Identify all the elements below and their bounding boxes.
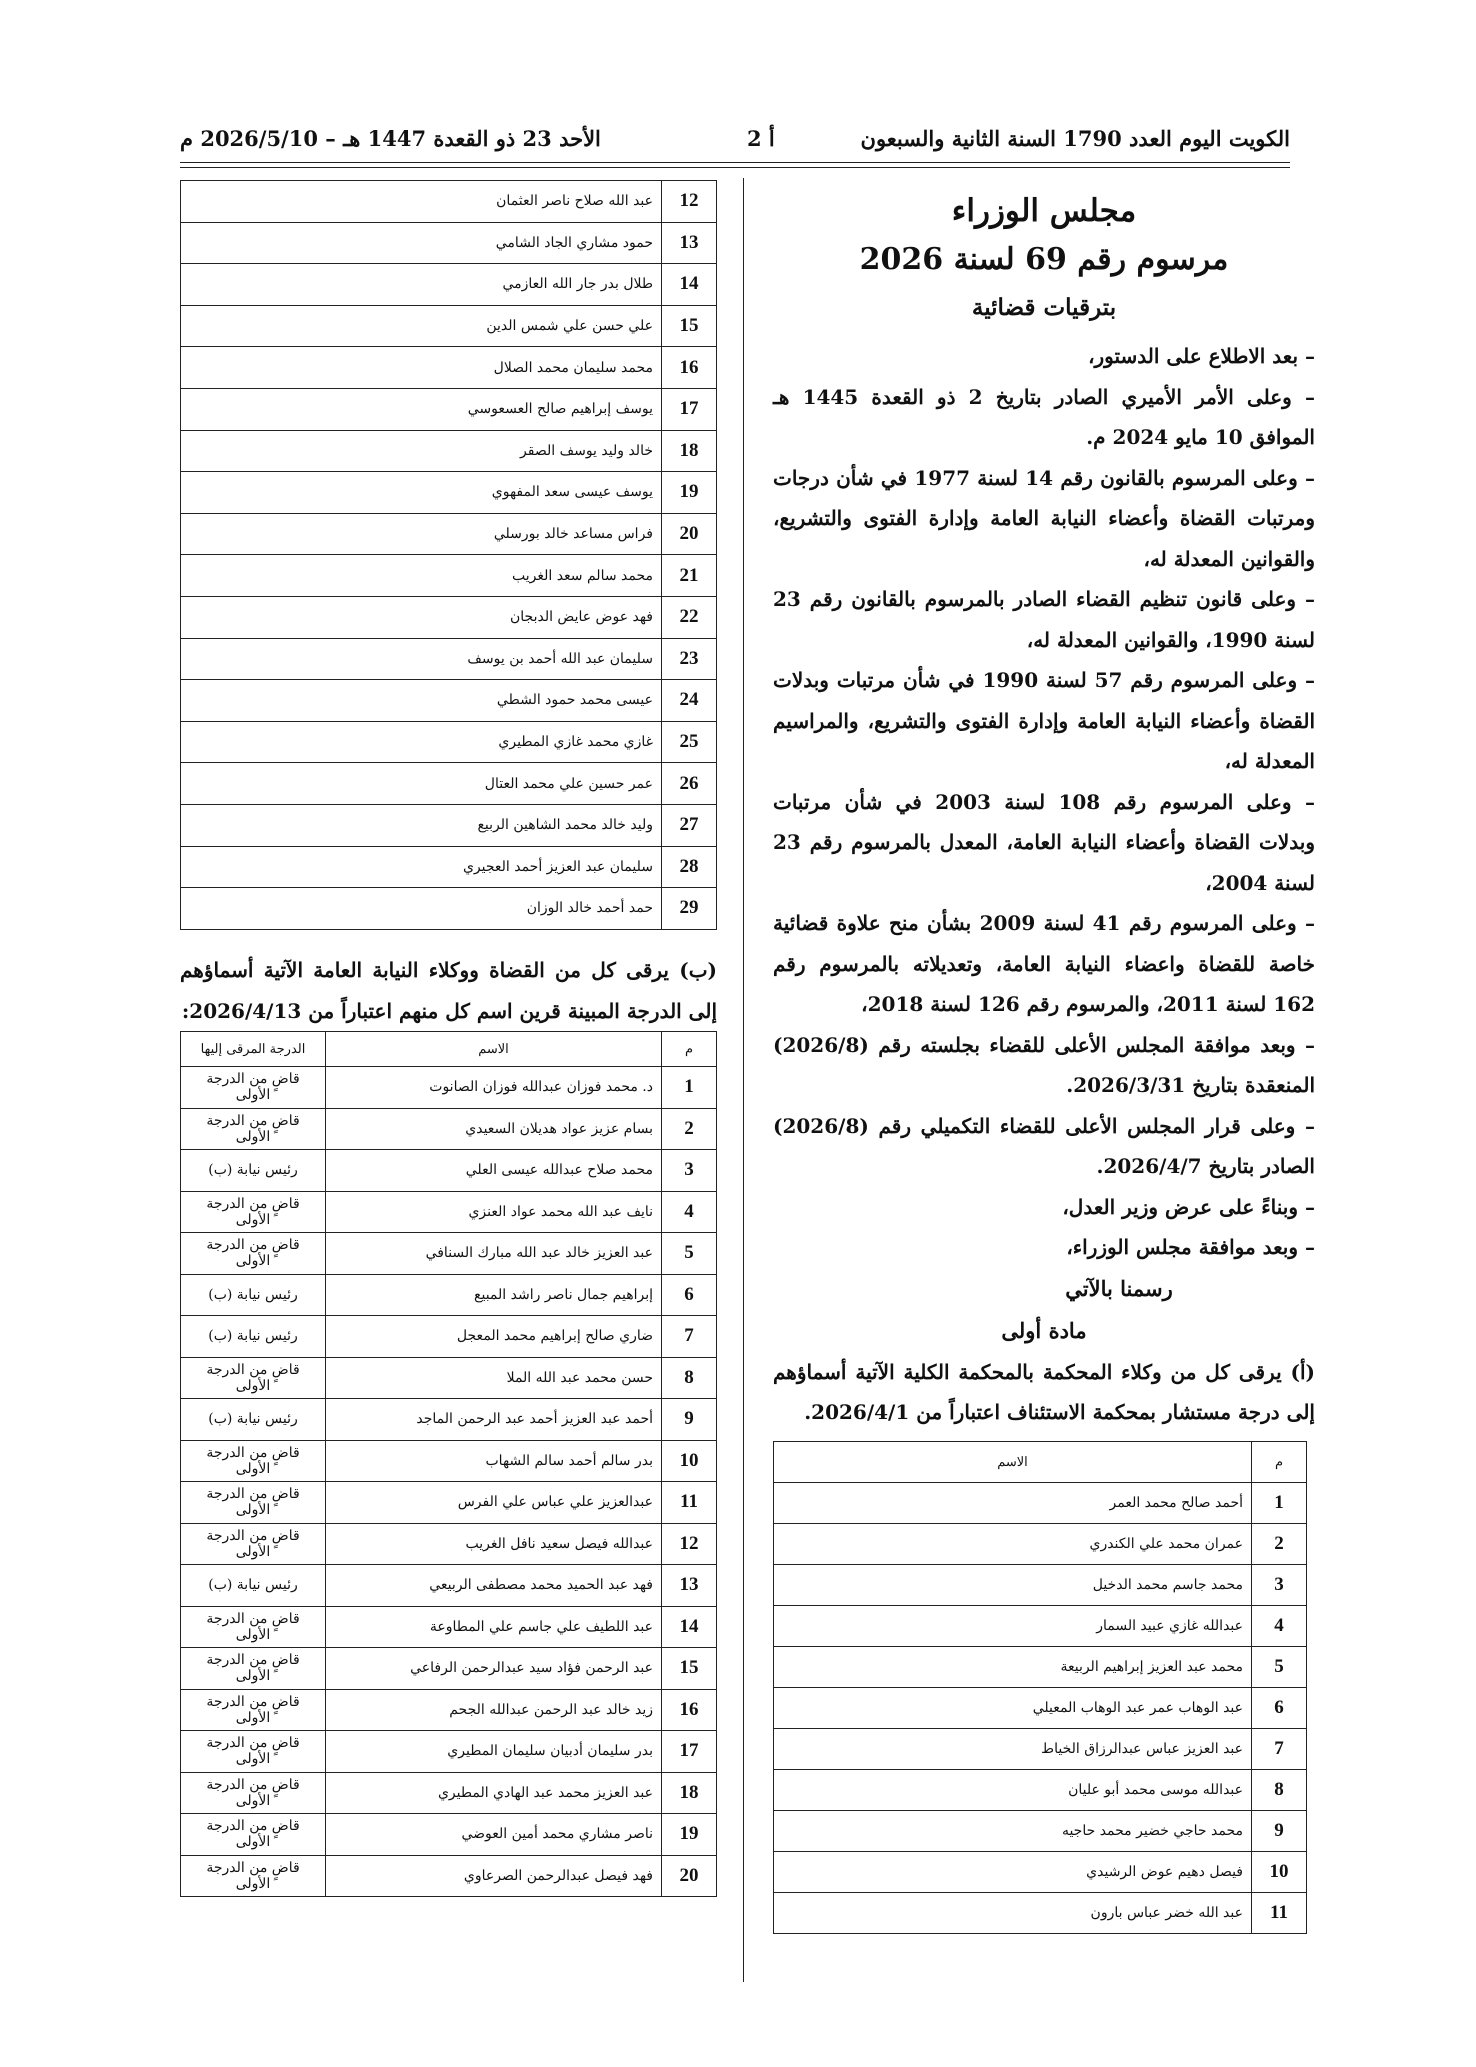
table-row [181,1233,717,1275]
person-name: عبدالله غازي عبيد السمار [774,1606,1252,1647]
person-name: حسن محمد عبد الله الملا [326,1357,662,1399]
person-name: حمود مشاري الجاد الشامي [181,222,662,264]
table-row [181,1274,717,1316]
table-row [181,222,717,264]
person-name: يوسف إبراهيم صالح العسعوسي [181,388,662,430]
promoted-grade: قاضٍ من الدرجة الأولى [181,1357,326,1399]
table-row [181,721,717,763]
row-number: 15 [662,305,717,347]
table-row [181,1731,717,1773]
person-name: سليمان عبد العزيز أحمد العجيري [181,846,662,888]
table-row [774,1729,1307,1770]
promoted-grade: رئيس نيابة (ب) [181,1316,326,1358]
person-name: غازي محمد غازي المطيري [181,721,662,763]
row-number: 10 [662,1440,717,1482]
section-a-text: (أ) يرقى كل من وكلاء المحكمة بالمحكمة الكلية الآتية أسماؤهم إلى درجة مستشار بمحكمة الاستئناف اعتباراً من 2026/4/1. [773,1359,1315,1424]
decree-authority: مجلس الوزراء [951,193,1137,229]
header-page-number: أ 2 [747,126,775,151]
column-header-grade: الدرجة المرقى إليها [181,1032,326,1067]
table-row [181,1648,717,1690]
promoted-grade: قاضٍ من الدرجة الأولى [181,1689,326,1731]
table-row [181,1399,717,1441]
promoted-grade: قاضٍ من الدرجة الأولى [181,1108,326,1150]
table-row [181,181,717,223]
decree-number: مرسوم رقم 69 لسنة 2026 [859,242,1229,277]
table-row [181,264,717,306]
person-name: فيصل دهيم عوض الرشيدي [774,1852,1252,1893]
table-row [181,1067,717,1109]
table-row [181,888,717,930]
row-number: 6 [662,1274,717,1316]
promoted-grade: قاضٍ من الدرجة الأولى [181,1814,326,1856]
promoted-grade: رئيس نيابة (ب) [181,1399,326,1441]
table-row [181,430,717,472]
row-number: 28 [662,846,717,888]
table-row [181,1772,717,1814]
row-number: 1 [1252,1483,1307,1524]
person-name: عبد الله خضر عباس بارون [774,1893,1252,1934]
table-row [774,1606,1307,1647]
row-number: 14 [662,264,717,306]
person-name: وليد خالد محمد الشاهين الربيع [181,804,662,846]
person-name: محمد حاجي خضير محمد حاجيه [774,1811,1252,1852]
row-number: 1 [662,1067,717,1109]
promoted-grade: قاضٍ من الدرجة الأولى [181,1067,326,1109]
preamble-item: – وعلى المرسوم بالقانون رقم 14 لسنة 1977 في شأن درجات ومرتبات القضاة وأعضاء النيابة العامة وإدارة الفتوى والتشريع، والقوانين المعدلة له، [773,465,1316,571]
row-number: 8 [1252,1770,1307,1811]
person-name: عبدالله فيصل سعيد نافل الغريب [326,1523,662,1565]
preamble-item: – وعلى المرسوم رقم 108 لسنة 2003 في شأن مرتبات وبدلات القضاة وأعضاء النيابة العامة، المعدل بالمرسوم رقم 23 لسنة 2004، [773,789,1315,895]
row-number: 24 [662,680,717,722]
person-name: فهد عوض عايض الدبجان [181,596,662,638]
table-row [181,1814,717,1856]
table-row [181,1606,717,1648]
article-heading: مادة أولى [1001,1317,1087,1343]
person-name: عمر حسين علي محمد العتال [181,763,662,805]
table-row [181,1108,717,1150]
person-name: عبد الله صلاح ناصر العثمان [181,181,662,223]
person-name: عبد الرحمن فؤاد سيد عبدالرحمن الرفاعي [326,1648,662,1690]
person-name: عبد الوهاب عمر عبد الوهاب المعيلي [774,1688,1252,1729]
person-name: عبد العزيز عباس عبدالرزاق الخياط [774,1729,1252,1770]
preamble-item: – وعلى الأمر الأميري الصادر بتاريخ 2 ذو القعدة 1445 هـ الموافق 10 مايو 2024 م. [773,384,1315,449]
table-row [181,846,717,888]
table-row [181,1440,717,1482]
row-number: 16 [662,347,717,389]
table-row [181,1357,717,1399]
table-row [774,1647,1307,1688]
table-row [181,513,717,555]
column-header-name: الاسم [326,1032,662,1067]
promoted-grade: قاضٍ من الدرجة الأولى [181,1233,326,1275]
row-number: 27 [662,804,717,846]
row-number: 12 [662,181,717,223]
table-row [181,305,717,347]
table-row [181,347,717,389]
row-number: 4 [1252,1606,1307,1647]
person-name: أحمد صالح محمد العمر [774,1483,1252,1524]
person-name: طلال بدر جار الله العازمي [181,264,662,306]
promoted-grade: رئيس نيابة (ب) [181,1274,326,1316]
preamble-item: – وعلى قانون تنظيم القضاء الصادر بالمرسوم بالقانون رقم 23 لسنة 1990، والقوانين المعدلة له، [773,587,1315,652]
table-row [181,804,717,846]
person-name: عبدالله موسى محمد أبو عليان [774,1770,1252,1811]
person-name: زيد خالد عبد الرحمن عبدالله الجحم [326,1689,662,1731]
preamble-item: – وعلى المرسوم رقم 57 لسنة 1990 في شأن مرتبات وبدلات القضاة وأعضاء النيابة العامة وإدارة الفتوى والتشريع، والمراسيم المعدلة له، [773,668,1316,773]
row-number: 29 [662,888,717,930]
table-row [181,763,717,805]
header-rule-2 [180,167,1290,168]
table-row [181,1855,717,1897]
table-row [181,1482,717,1524]
promotion-table-b [180,1031,717,1897]
row-number: 26 [662,763,717,805]
row-number: 8 [662,1357,717,1399]
promoted-grade: قاضٍ من الدرجة الأولى [181,1482,326,1524]
row-number: 13 [662,222,717,264]
person-name: عبدالعزيز علي عباس علي الفرس [326,1482,662,1524]
row-number: 20 [662,513,717,555]
person-name: إبراهيم جمال ناصر راشد المبيع [326,1274,662,1316]
person-name: بدر سليمان أدبيان سليمان المطيري [326,1731,662,1773]
person-name: محمد سالم سعد الغريب [181,555,662,597]
promoted-grade: قاضٍ من الدرجة الأولى [181,1440,326,1482]
page-header [180,118,1290,158]
row-number: 17 [662,388,717,430]
person-name: ضاري صالح إبراهيم محمد المعجل [326,1316,662,1358]
person-name: أحمد عبد العزيز أحمد عبد الرحمن الماجد [326,1399,662,1441]
person-name: محمد صلاح عبدالله عيسى العلي [326,1150,662,1192]
person-name: عبد العزيز محمد عبد الهادي المطيري [326,1772,662,1814]
row-number: 19 [662,1814,717,1856]
row-number: 16 [662,1689,717,1731]
row-number: 20 [662,1855,717,1897]
preamble-item: – وبعد موافقة مجلس الوزراء، [1066,1235,1315,1259]
header-date: الأحد 23 ذو القعدة 1447 هـ – 2026/5/10 م [180,126,601,151]
person-name: بسام عزيز عواد هديلان السعيدي [326,1108,662,1150]
table-row [774,1524,1307,1565]
row-number: 9 [1252,1811,1307,1852]
table-row [181,388,717,430]
row-number: 12 [662,1523,717,1565]
decree-subject: بترقيات قضائية [971,294,1117,321]
person-name: علي حسن علي شمس الدين [181,305,662,347]
row-number: 15 [662,1648,717,1690]
promoted-grade: قاضٍ من الدرجة الأولى [181,1191,326,1233]
row-number: 5 [1252,1647,1307,1688]
row-number: 2 [1252,1524,1307,1565]
column-header-num: م [662,1032,717,1067]
column-divider [743,178,744,1982]
table-row [774,1852,1307,1893]
promoted-grade: قاضٍ من الدرجة الأولى [181,1855,326,1897]
table-row [181,1191,717,1233]
person-name: فهد عبد الحميد محمد مصطفى الربيعي [326,1565,662,1607]
person-name: ناصر مشاري محمد أمين العوضي [326,1814,662,1856]
row-number: 18 [662,1772,717,1814]
row-number: 14 [662,1606,717,1648]
table-row [181,1565,717,1607]
table-row [181,638,717,680]
table-row [181,555,717,597]
table-row [774,1811,1307,1852]
preamble-item: – بعد الاطلاع على الدستور، [1088,344,1315,368]
promotion-table-a [773,1441,1307,1934]
row-number: 18 [662,430,717,472]
preamble-item: – وعلى المرسوم رقم 41 لسنة 2009 بشأن منح علاوة قضائية خاصة للقضاة واعضاء النيابة العامة، وتعديلاته بالمرسوم رقم 162 لسنة 2011، والمرسوم رقم 126 لسنة 2018، [773,911,1316,1016]
person-name: د. محمد فوزان عبدالله فوزان الصانوت [326,1067,662,1109]
row-number: 7 [662,1316,717,1358]
row-number: 11 [1252,1893,1307,1934]
person-name: فهد فيصل عبدالرحمن الصرعاوي [326,1855,662,1897]
header-rule [180,162,1290,163]
row-number: 9 [662,1399,717,1441]
enactment-line [773,1268,1315,1310]
person-name: نايف عبد الله محمد عواد العنزي [326,1191,662,1233]
person-name: عيسى محمد حمود الشطي [181,680,662,722]
table-row [181,596,717,638]
person-name: عمران محمد علي الكندري [774,1524,1252,1565]
row-number: 10 [1252,1852,1307,1893]
row-number: 17 [662,1731,717,1773]
column-header-name: الاسم [774,1442,1252,1483]
enactment-text: رسمنا بالآتي [1065,1275,1173,1301]
table-row [774,1483,1307,1524]
decree-column [773,188,1315,1433]
row-number: 3 [1252,1565,1307,1606]
promoted-grade: رئيس نيابة (ب) [181,1565,326,1607]
header-publication: الكويت اليوم العدد 1790 السنة الثانية والسبعون [860,126,1290,151]
row-number: 23 [662,638,717,680]
promoted-grade: قاضٍ من الدرجة الأولى [181,1731,326,1773]
table-row [774,1688,1307,1729]
table-row [774,1770,1307,1811]
person-name: عبد اللطيف علي جاسم علي المطاوعة [326,1606,662,1648]
person-name: محمد جاسم محمد الدخيل [774,1565,1252,1606]
promoted-grade: قاضٍ من الدرجة الأولى [181,1606,326,1648]
person-name: محمد سليمان محمد الصلال [181,347,662,389]
table-row [181,680,717,722]
row-number: 11 [662,1482,717,1524]
promotion-table-a-continued [180,180,717,930]
row-number: 4 [662,1191,717,1233]
row-number: 21 [662,555,717,597]
table-row [181,1316,717,1358]
preamble-item: – وبناءً على عرض وزير العدل، [1062,1194,1315,1219]
preamble-item: – وعلى قرار المجلس الأعلى للقضاء التكميلي رقم (2026/8) الصادر بتاريخ 2026/4/7. [773,1113,1315,1178]
person-name: فراس مساعد خالد بورسلي [181,513,662,555]
table-row [774,1565,1307,1606]
row-number: 25 [662,721,717,763]
section-b-text: (ب) يرقى كل من القضاة ووكلاء النيابة العامة الآتية أسماؤهم إلى الدرجة المبينة قرين اسم كل منهم اعتباراً من 2026/4/13: [180,958,717,1023]
promoted-grade: قاضٍ من الدرجة الأولى [181,1772,326,1814]
promoted-grade: قاضٍ من الدرجة الأولى [181,1523,326,1565]
person-name: بدر سالم أحمد سالم الشهاب [326,1440,662,1482]
row-number: 3 [662,1150,717,1192]
table-row [774,1893,1307,1934]
person-name: عبد العزيز خالد عبد الله مبارك السنافي [326,1233,662,1275]
person-name: محمد عبد العزيز إبراهيم الربيعة [774,1647,1252,1688]
table-row [181,1150,717,1192]
row-number: 5 [662,1233,717,1275]
promoted-grade: رئيس نيابة (ب) [181,1150,326,1192]
row-number: 19 [662,472,717,514]
person-name: سليمان عبد الله أحمد بن يوسف [181,638,662,680]
row-number: 22 [662,596,717,638]
table-row [181,472,717,514]
row-number: 2 [662,1108,717,1150]
person-name: يوسف عيسى سعد المفهوي [181,472,662,514]
promoted-grade: قاضٍ من الدرجة الأولى [181,1648,326,1690]
row-number: 13 [662,1565,717,1607]
row-number: 6 [1252,1688,1307,1729]
person-name: حمد أحمد خالد الوزان [181,888,662,930]
row-number: 7 [1252,1729,1307,1770]
column-header-num: م [1252,1442,1307,1483]
person-name: خالد وليد يوسف الصقر [181,430,662,472]
table-row [181,1523,717,1565]
preamble-item: – وبعد موافقة المجلس الأعلى للقضاء بجلسته رقم (2026/8) المنعقدة بتاريخ 2026/3/31. [773,1032,1315,1097]
table-row [181,1689,717,1731]
